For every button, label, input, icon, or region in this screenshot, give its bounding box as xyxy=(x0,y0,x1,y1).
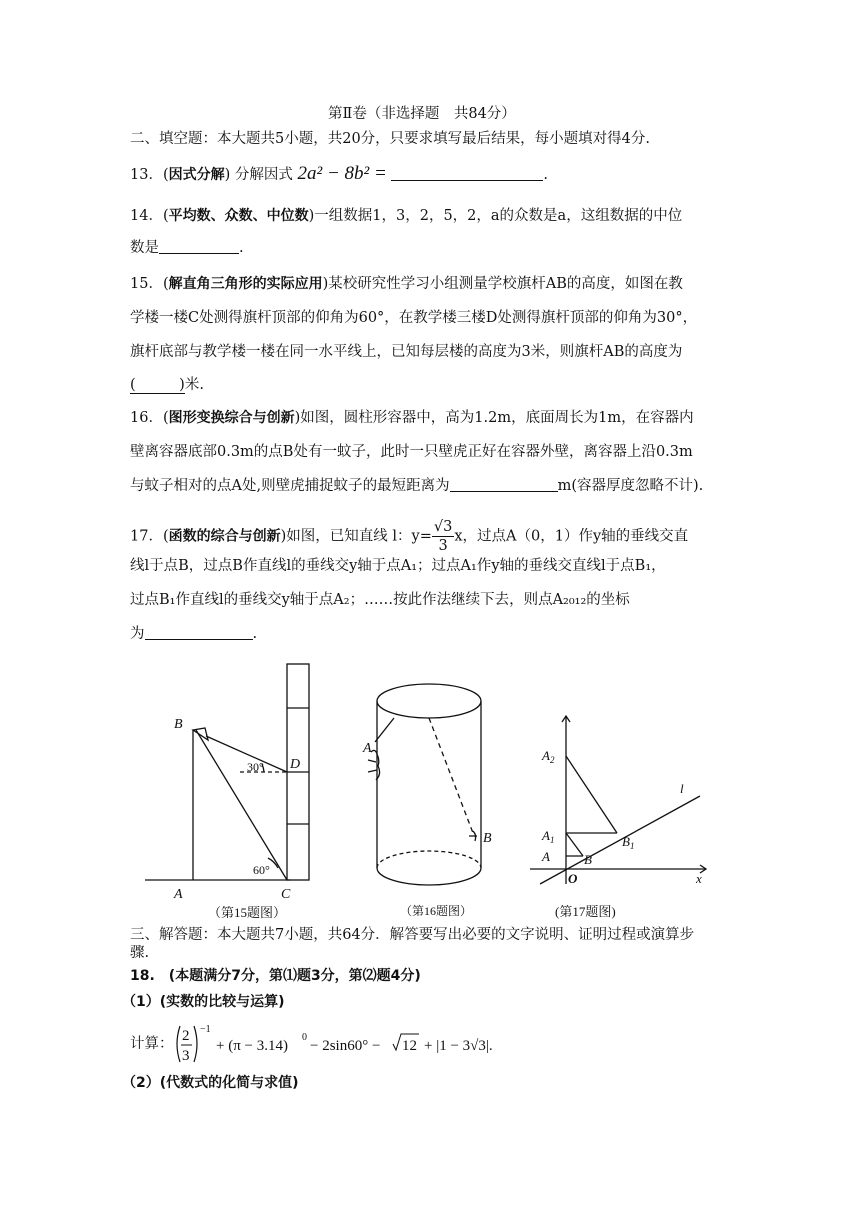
q18-formula xyxy=(172,1020,493,1070)
question-14-line1: 14．(平均数、众数、中位数)一组数据1，3，2，5，2，a的众数是a，这组数据的中位 xyxy=(130,208,683,224)
q15-answer-blank[interactable]: ( ) xyxy=(130,377,185,393)
fig17-label-b1: $B_1$ xyxy=(622,834,635,851)
fig15-label-c: C xyxy=(281,887,291,902)
q16-topic: 图形变换综合与创新 xyxy=(168,410,295,426)
question-15-line4: ( )米. xyxy=(130,377,204,393)
fig15-angle-60: 60° xyxy=(253,863,270,877)
fig15-label-a: A xyxy=(174,887,183,902)
question-17-line2: 线l于点B，过点B作直线l的垂线交y轴于点A₁；过点A₁作y轴的垂线交直线l于点B₁， xyxy=(130,558,666,574)
q13-topic: 因式分解 xyxy=(168,167,225,183)
q15-topic: 解直角三角形的实际应用 xyxy=(168,276,323,292)
question-15-line3: 旗杆底部与教学楼一楼在同一水平线上，已知每层楼的高度为3米，则旗杆AB的高度为 xyxy=(130,344,683,360)
q17-answer-blank[interactable] xyxy=(145,625,253,640)
fig16-caption: （第16题图） xyxy=(400,904,473,918)
q18-part2-title: （2）(代数式的化简与求值) xyxy=(122,1075,299,1091)
q14-answer-blank[interactable] xyxy=(159,239,239,254)
question-16-line3: 与蚊子相对的点A处,则壁虎捕捉蚊子的最短距离为 m(容器厚度忽略不计). xyxy=(130,478,704,494)
question-18-header: 18. (本题满分7分，第⑴题3分，第⑵题4分) xyxy=(130,968,421,984)
question-17-line1: 17．(函数的综合与创新)如图，已知直线 l：y= $\frac{√3}{3}$ x，过点A（0，1）作y轴的垂线交直 xyxy=(130,519,689,554)
question-15-line2: 学楼一楼C处测得旗杆顶部的仰角为60°，在教学楼三楼D处测得旗杆顶部的仰角为30°， xyxy=(130,310,698,326)
q13-answer-blank[interactable] xyxy=(391,166,543,181)
section3-instructions: 三、解答题：本大题共7小题，共64分．解答要写出必要的文字说明、证明过程或演算步 xyxy=(130,927,695,943)
question-15-line1: 15．(解直角三角形的实际应用)某校研究性学习小组测量学校旗杆AB的高度，如图在教 xyxy=(130,276,683,292)
q18-part1-title: （1）(实数的比较与运算) xyxy=(122,994,285,1010)
fig17-label-a2: $A_2$ xyxy=(542,748,555,765)
figures-area xyxy=(0,656,865,936)
question-17-line3: 过点B₁作直线l的垂线交y轴于点A₂；……按此作法继续下去，则点A₂₀₁₂的坐标 xyxy=(130,592,630,608)
svg-text:12: 12 xyxy=(402,1038,417,1054)
svg-text:2: 2 xyxy=(182,1028,190,1044)
fig15-angle-30: 30° xyxy=(247,760,264,774)
fig17-caption: (第17题图) xyxy=(555,904,616,919)
svg-text:− 2sin60° −: − 2sin60° − xyxy=(310,1038,381,1054)
section-title: 第Ⅱ卷（非选择题 共84分） xyxy=(328,106,516,122)
q17-fraction: $\frac{√3}{3}$ xyxy=(433,519,453,554)
q16-answer-blank[interactable] xyxy=(450,477,558,492)
svg-text:0: 0 xyxy=(302,1032,307,1043)
q13-expression: 2a² − 8b² = xyxy=(297,163,387,184)
svg-text:+ |1 − 3√3|.: + |1 − 3√3|. xyxy=(424,1038,493,1054)
section-instructions: 二、填空题：本大题共5小题，共20分，只要求填写最后结果，每小题填对得4分. xyxy=(130,131,651,147)
q14-topic: 平均数、众数、中位数 xyxy=(168,208,309,224)
svg-text:−1: −1 xyxy=(200,1024,211,1035)
fig15-label-b: B xyxy=(174,717,183,732)
figure-17 xyxy=(530,716,706,884)
figure-15 xyxy=(145,664,309,880)
section3-instructions-cont: 骤. xyxy=(130,945,150,961)
q17-topic: 函数的综合与创新 xyxy=(168,528,281,545)
fig16-label-a: A xyxy=(363,741,372,756)
svg-text:3: 3 xyxy=(182,1048,190,1064)
fig16-label-b: B xyxy=(483,831,492,846)
question-16-line2: 壁离容器底部0.3m的点B处有一蚊子，此时一只壁虎正好在容器外壁，离容器上沿0.3m xyxy=(130,444,693,460)
fig17-label-a: A xyxy=(542,849,550,864)
fig15-caption: （第15题图） xyxy=(208,905,287,920)
q18-calc-line: 计算： xyxy=(130,1036,174,1052)
question-14-line2: 数是 . xyxy=(130,240,244,256)
svg-text:+ (π − 3.14): + (π − 3.14) xyxy=(216,1038,288,1054)
question-17-line4: 为 . xyxy=(130,626,258,642)
fig17-label-b: B xyxy=(584,852,592,867)
fig17-label-a1: $A_1$ xyxy=(542,828,555,845)
fig17-label-l: l xyxy=(680,781,684,796)
question-16-line1: 16．(图形变换综合与创新)如图，圆柱形容器中，高为1.2m，底面周长为1m，在容器内 xyxy=(130,410,694,426)
question-13: 13．(因式分解) 分解因式 2a² − 8b² = . xyxy=(130,163,549,184)
fig15-label-d: D xyxy=(290,757,301,772)
fig17-label-x: x xyxy=(696,871,702,886)
figure-16 xyxy=(368,684,481,885)
fig17-label-o: O xyxy=(568,871,578,886)
